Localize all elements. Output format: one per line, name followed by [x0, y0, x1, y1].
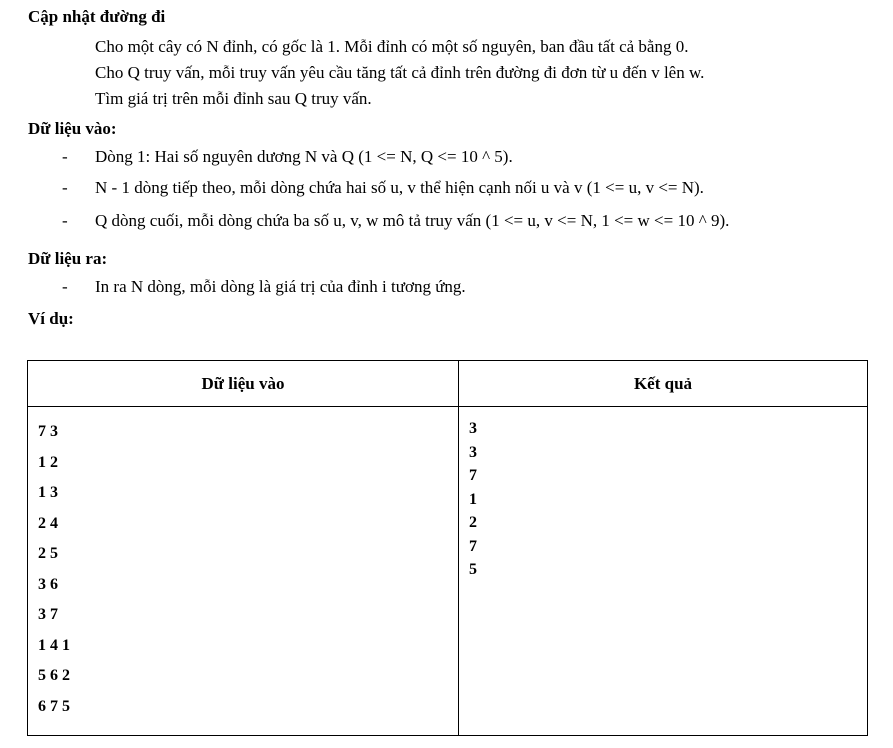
sample-input-line: 1 4 1 — [38, 636, 70, 654]
sample-input-line: 6 7 5 — [38, 697, 70, 715]
sample-input-line: 5 6 2 — [38, 667, 70, 684]
sample-output-line: 3 — [469, 443, 477, 461]
sample-output-line: 7 — [469, 467, 477, 484]
bullet-marker: - — [62, 277, 68, 296]
bullet-text: Dòng 1: Hai số nguyên dương N và Q (1 <= N, Q <= 10 ^ 5). — [95, 147, 513, 166]
input-heading: Dữ liệu vào: — [28, 119, 117, 138]
bullet-text: Q dòng cuối, mỗi dòng chứa ba số u, v, w mô tả truy vấn (1 <= u, v <= N, 1 <= w <= 10 ^ 9). — [95, 211, 730, 230]
sample-output-line: 3 — [469, 420, 477, 437]
sample-input-line: 3 7 — [38, 606, 58, 623]
description-line-3: Tìm giá trị trên mỗi đỉnh sau Q truy vấn. — [95, 89, 372, 108]
sample-output-line: 1 — [469, 490, 477, 508]
sample-input-cell — [28, 407, 459, 736]
sample-input-line: 3 6 — [38, 575, 58, 593]
sample-input-line: 1 3 — [38, 484, 58, 501]
sample-output-line: 5 — [469, 561, 477, 578]
sample-input-line: 7 3 — [38, 423, 58, 440]
description-line-2: Cho Q truy vấn, mỗi truy vấn yêu cầu tăng tất cả đỉnh trên đường đi đơn từ u đến v lên w. — [95, 63, 705, 82]
sample-input-line: 2 4 — [38, 514, 58, 532]
problem-title: Cập nhật đường đi — [28, 7, 166, 26]
output-column-header: Kết quả — [459, 361, 868, 407]
example-body-row — [28, 407, 868, 736]
input-bullet-2 — [62, 178, 704, 198]
example-table — [27, 360, 868, 736]
input-bullet-1 — [62, 147, 513, 167]
example-heading: Ví dụ: — [28, 309, 74, 328]
sample-input-line: 1 2 — [38, 453, 58, 471]
bullet-text: N - 1 dòng tiếp theo, mỗi dòng chứa hai số u, v thể hiện cạnh nối u và v (1 <= u, v <= N). — [95, 178, 704, 197]
output-bullet-1 — [62, 277, 466, 297]
bullet-marker: - — [62, 211, 68, 230]
sample-output-line: 7 — [469, 537, 477, 555]
output-heading: Dữ liệu ra: — [28, 249, 108, 268]
description-line-1: Cho một cây có N đỉnh, có gốc là 1. Mỗi đỉnh có một số nguyên, ban đầu tất cả bằng 0. — [95, 37, 689, 56]
bullet-text: In ra N dòng, mỗi dòng là giá trị của đỉnh i tương ứng. — [95, 277, 466, 296]
bullet-marker: - — [62, 147, 68, 166]
input-bullet-3 — [62, 211, 729, 231]
input-column-header: Dữ liệu vào — [28, 361, 459, 407]
example-header-row — [28, 361, 868, 407]
bullet-marker: - — [62, 178, 68, 197]
sample-output-cell — [459, 407, 868, 736]
sample-input-line: 2 5 — [38, 545, 58, 562]
sample-output-line: 2 — [469, 514, 477, 531]
